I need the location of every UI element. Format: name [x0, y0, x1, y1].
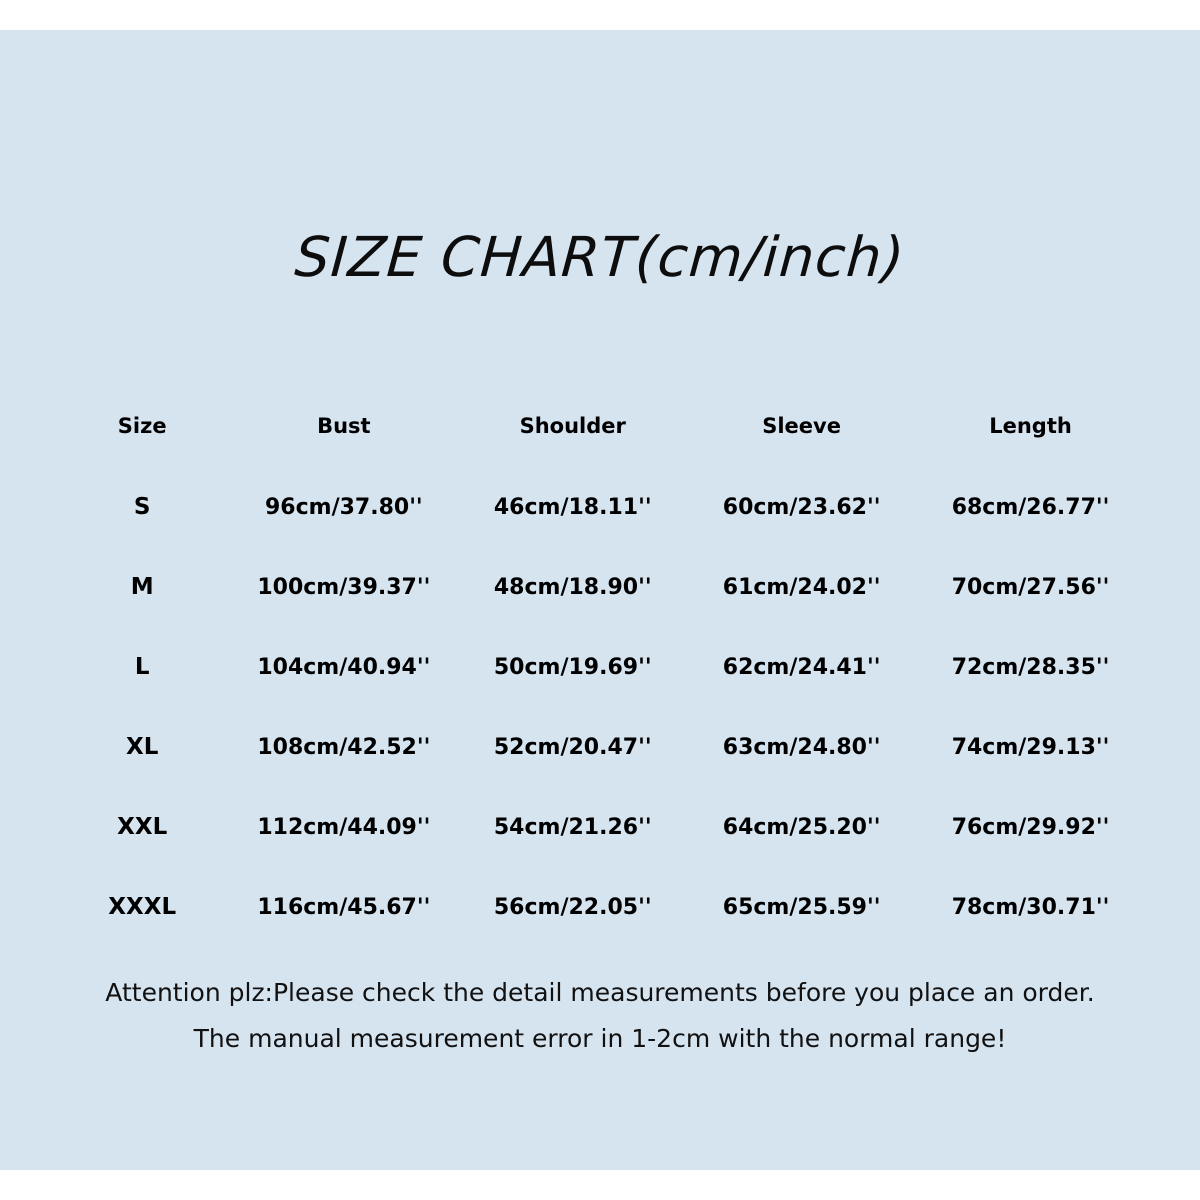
column-header-bust: Bust: [317, 414, 371, 438]
note-line-2: The manual measurement error in 1-2cm with the normal range!: [193, 1024, 1007, 1053]
table-row: [55, 707, 1145, 787]
cell-bust: 104cm/40.94'': [257, 654, 431, 680]
table-header-row: [55, 385, 1145, 467]
page-title: SIZE CHART(cm/inch): [292, 225, 908, 289]
cell-sleeve: 61cm/24.02'': [722, 574, 881, 600]
cell-bust: 116cm/45.67'': [257, 894, 431, 920]
cell-sleeve: 64cm/25.20'': [722, 814, 881, 840]
column-header-shoulder: Shoulder: [519, 414, 626, 438]
table-row: [55, 627, 1145, 707]
cell-length: 72cm/28.35'': [951, 654, 1110, 680]
cell-bust: 100cm/39.37'': [257, 574, 431, 600]
cell-length: 70cm/27.56'': [951, 574, 1110, 600]
cell-bust: 108cm/42.52'': [257, 734, 431, 760]
table-row: [55, 787, 1145, 867]
cell-shoulder: 56cm/22.05'': [493, 894, 652, 920]
cell-sleeve: 65cm/25.59'': [722, 894, 881, 920]
column-header-sleeve: Sleeve: [762, 414, 841, 438]
cell-shoulder: 54cm/21.26'': [493, 814, 652, 840]
size-chart-panel: [0, 30, 1200, 1170]
cell-size: S: [133, 494, 151, 520]
cell-size: XXL: [117, 814, 168, 840]
cell-shoulder: 50cm/19.69'': [493, 654, 652, 680]
table-body: [55, 467, 1145, 947]
cell-shoulder: 52cm/20.47'': [493, 734, 652, 760]
cell-bust: 96cm/37.80'': [264, 494, 423, 520]
table-row: [55, 467, 1145, 547]
cell-sleeve: 60cm/23.62'': [722, 494, 881, 520]
cell-size: XXXL: [108, 894, 177, 920]
cell-sleeve: 62cm/24.41'': [722, 654, 881, 680]
table-row: [55, 867, 1145, 947]
column-header-length: Length: [989, 414, 1072, 438]
table-header: [55, 385, 1145, 467]
cell-size: L: [134, 654, 150, 680]
cell-bust: 112cm/44.09'': [257, 814, 431, 840]
column-header-size: Size: [117, 414, 167, 438]
cell-length: 68cm/26.77'': [951, 494, 1110, 520]
note-line-1: Attention plz:Please check the detail measurements before you place an order.: [105, 978, 1095, 1007]
cell-shoulder: 46cm/18.11'': [493, 494, 652, 520]
cell-sleeve: 63cm/24.80'': [722, 734, 881, 760]
size-table: [55, 385, 1145, 947]
cell-length: 74cm/29.13'': [951, 734, 1110, 760]
cell-length: 78cm/30.71'': [951, 894, 1110, 920]
cell-size: XL: [126, 734, 159, 760]
size-table-container: [55, 385, 1145, 947]
cell-shoulder: 48cm/18.90'': [493, 574, 652, 600]
cell-size: M: [130, 574, 154, 600]
table-row: [55, 547, 1145, 627]
cell-length: 76cm/29.92'': [951, 814, 1110, 840]
attention-notes: [0, 970, 1200, 1062]
